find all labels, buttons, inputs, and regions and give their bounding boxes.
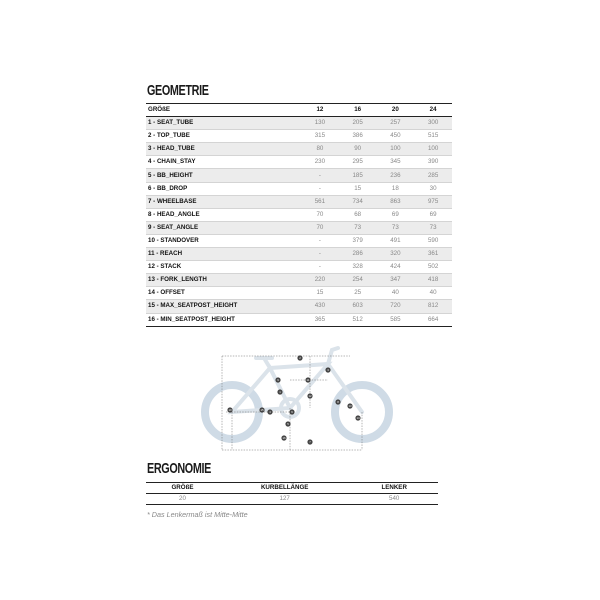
- geometry-value: 300: [427, 119, 439, 127]
- geometry-row-label: 10 - STANDOVER: [148, 236, 199, 244]
- geometry-value: 328: [352, 263, 363, 271]
- geometry-row: [146, 208, 452, 221]
- geometry-row: [146, 261, 452, 274]
- dimension-marker-label: 7: [309, 440, 311, 445]
- geometry-table: [146, 103, 452, 327]
- geometry-row-label: 13 - FORK_LENGTH: [148, 276, 207, 284]
- geometry-row: [146, 195, 452, 208]
- ergo-crank-value: 127: [219, 494, 350, 505]
- geometry-row-label: 16 - MIN_SEATPOST_HEIGHT: [148, 315, 235, 323]
- geometry-value: 347: [390, 276, 401, 284]
- geometry-value: 100: [390, 145, 401, 153]
- geometry-value: 73: [354, 223, 362, 231]
- geometry-value: 430: [314, 302, 326, 310]
- geometry-value: 664: [427, 315, 439, 323]
- geometry-value: -: [318, 236, 321, 244]
- geometry-value: 491: [390, 236, 401, 244]
- geometry-row: [146, 156, 452, 169]
- geometry-value: 205: [352, 119, 363, 127]
- geometry-value: 863: [390, 197, 401, 205]
- geometry-value: 68: [354, 210, 362, 218]
- geometry-value: 15: [354, 184, 362, 192]
- size-header: GRÖßE: [146, 104, 301, 117]
- geometry-row-label: 4 - CHAIN_STAY: [148, 158, 196, 166]
- geometry-value: 734: [352, 197, 363, 205]
- footnote: * Das Lenkermaß ist Mitte-Mitte: [147, 510, 248, 519]
- geometry-value: 390: [427, 158, 439, 166]
- geometry-value: 379: [352, 236, 363, 244]
- geometry-row: [146, 221, 452, 234]
- size-col-header: 20: [377, 104, 415, 117]
- geometry-row: [146, 300, 452, 313]
- dimension-marker-label: 14: [356, 416, 360, 421]
- geometry-value: 295: [352, 158, 363, 166]
- geometry-value: 70: [316, 223, 324, 231]
- ergonomics-row: [146, 494, 438, 505]
- ergo-size-value: 20: [146, 494, 219, 505]
- geometry-row: [146, 248, 452, 261]
- geometry-row: [146, 143, 452, 156]
- geometry-row: [146, 234, 452, 247]
- geometry-value: 590: [427, 236, 439, 244]
- geometry-value: 450: [390, 132, 401, 140]
- geometry-row-label: 3 - HEAD_TUBE: [148, 145, 195, 153]
- ergo-handlebar-header: LENKER: [350, 483, 438, 494]
- geometry-row-label: 7 - WHEELBASE: [148, 197, 197, 205]
- geometry-value: 18: [391, 184, 399, 192]
- geometry-value: 585: [390, 315, 401, 323]
- size-col-header: 16: [339, 104, 377, 117]
- geometry-header-row: [146, 104, 452, 117]
- geometry-value: 100: [427, 145, 439, 153]
- geometry-value: 286: [352, 250, 363, 258]
- geometry-row-label: 6 - BB_DROP: [148, 184, 188, 192]
- geometry-value: 812: [427, 302, 439, 310]
- geometry-value: 320: [390, 250, 401, 258]
- geometry-value: 90: [354, 145, 362, 153]
- geometry-value: 236: [390, 171, 401, 179]
- ergonomics-table: [146, 482, 438, 505]
- geometry-value: 220: [314, 276, 326, 284]
- geometry-value: 130: [314, 119, 326, 127]
- geometry-row-label: 2 - TOP_TUBE: [148, 132, 190, 140]
- dimension-marker-label: 9: [277, 378, 279, 383]
- dimension-marker-label: 16: [282, 436, 286, 441]
- geometry-value: 40: [429, 289, 437, 297]
- geometry-value: 418: [427, 276, 439, 284]
- geometry-row: [146, 117, 452, 130]
- geometry-row-label: 5 - BB_HEIGHT: [148, 171, 193, 179]
- geometry-row: [146, 182, 452, 195]
- geometry-value: 515: [427, 132, 439, 140]
- geometry-value: 345: [390, 158, 401, 166]
- dimension-marker-label: 10: [228, 408, 232, 413]
- geometry-row: [146, 274, 452, 287]
- geometry-row: [146, 130, 452, 143]
- geometry-row-label: 8 - HEAD_ANGLE: [148, 210, 200, 218]
- geometry-value: 365: [314, 315, 326, 323]
- ergo-handlebar-value: 540: [350, 494, 438, 505]
- geometry-value: 30: [429, 184, 437, 192]
- geometry-value: 315: [314, 132, 326, 140]
- geometry-value: -: [318, 263, 321, 271]
- dimension-marker-label: 3: [327, 368, 329, 373]
- geometry-value: 73: [391, 223, 399, 231]
- dimension-marker-label: 6: [291, 410, 293, 415]
- dimension-marker-label: 1: [279, 390, 281, 395]
- geometry-value: 15: [316, 289, 324, 297]
- geometry-row: [146, 169, 452, 182]
- geometry-row-label: 9 - SEAT_ANGLE: [148, 223, 199, 231]
- dimension-marker-label: 12: [308, 394, 312, 399]
- geometry-value: -: [318, 184, 321, 192]
- geometry-value: 40: [391, 289, 399, 297]
- geometry-value: 361: [427, 250, 439, 258]
- ergo-size-header: GRÖßE: [146, 483, 219, 494]
- dimension-marker-label: 11: [306, 378, 310, 383]
- geometry-value: 975: [427, 197, 439, 205]
- geometry-value: 285: [427, 171, 439, 179]
- geometry-value: 69: [429, 210, 437, 218]
- size-col-header: 12: [301, 104, 339, 117]
- geometry-row: [146, 287, 452, 300]
- dimension-marker-label: 8: [337, 400, 339, 405]
- geometry-row-label: 14 - OFFSET: [148, 289, 185, 297]
- geometry-value: 185: [352, 171, 363, 179]
- geometry-value: 70: [316, 210, 324, 218]
- geometry-value: 502: [427, 263, 439, 271]
- geometry-value: 69: [391, 210, 399, 218]
- geometry-title: GEOMETRIE: [147, 82, 209, 99]
- geometry-value: 561: [314, 197, 326, 205]
- geometry-value: 386: [352, 132, 363, 140]
- geometry-value: 512: [352, 315, 363, 323]
- geometry-value: 80: [316, 145, 324, 153]
- geometry-value: 424: [390, 263, 401, 271]
- size-col-header: 24: [414, 104, 452, 117]
- ergonomics-header-row: [146, 483, 438, 494]
- geometry-value: -: [318, 250, 321, 258]
- geometry-value: 257: [390, 119, 401, 127]
- geometry-row-label: 11 - REACH: [148, 250, 183, 258]
- geometry-row-label: 12 - STACK: [148, 263, 182, 271]
- ergo-crank-header: KURBELLÄNGE: [219, 483, 350, 494]
- dimension-marker-label: 5: [287, 422, 289, 427]
- dimension-marker-label: 2: [299, 356, 301, 361]
- seat: [256, 358, 272, 368]
- geometry-value: 603: [352, 302, 363, 310]
- bike-geometry-diagram: [200, 340, 400, 460]
- geometry-value: 73: [429, 223, 437, 231]
- geometry-value: 25: [354, 289, 362, 297]
- geometry-row: [146, 313, 452, 326]
- ergonomics-title: ERGONOMIE: [147, 460, 211, 477]
- dimension-marker-label: 4: [269, 410, 271, 415]
- geometry-value: 254: [352, 276, 363, 284]
- geometry-row-label: 1 - SEAT_TUBE: [148, 119, 194, 127]
- geometry-value: 720: [390, 302, 401, 310]
- dimension-marker-label: 15: [260, 408, 264, 413]
- geometry-row-label: 15 - MAX_SEATPOST_HEIGHT: [148, 302, 238, 310]
- dimension-marker-label: 13: [348, 404, 352, 409]
- geometry-value: 230: [314, 158, 326, 166]
- geometry-value: -: [318, 171, 321, 179]
